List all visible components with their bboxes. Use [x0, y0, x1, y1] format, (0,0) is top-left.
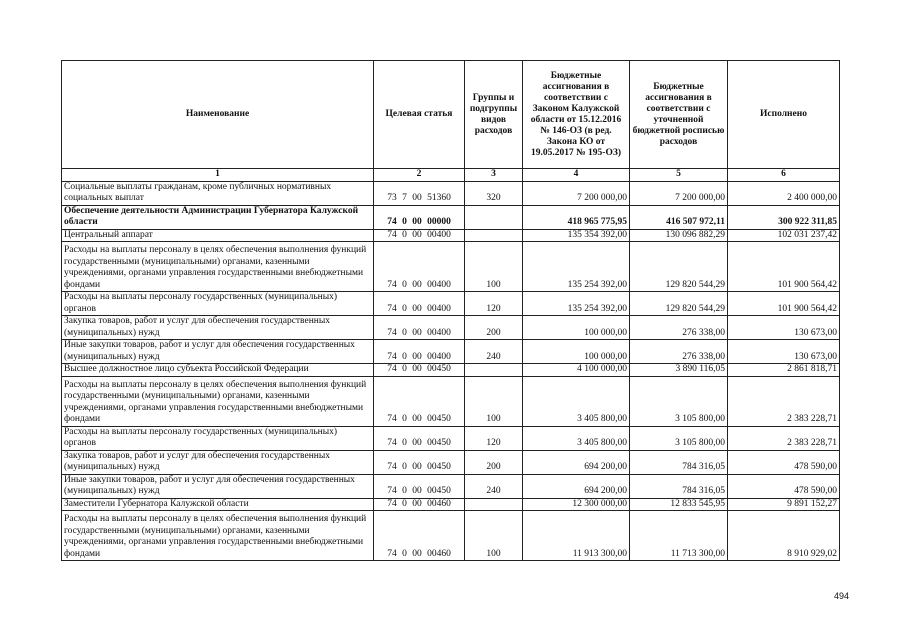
row-code-cell: 74 0 00 00400	[374, 229, 465, 242]
row-code-cell: 74 0 00 00000	[374, 205, 465, 229]
row-code-cell: 74 0 00 00460	[374, 498, 465, 511]
table-row	[62, 474, 840, 498]
row-code-cell: 74 0 00 00400	[374, 316, 465, 340]
row-law-amount-cell: 3 405 800,00	[523, 376, 630, 426]
table-row	[62, 229, 840, 242]
row-executed-amount-cell: 2 400 000,00	[728, 181, 840, 205]
row-name-cell: Расходы на выплаты персоналу в целях обеспечения выполнения функций государственными (муниципальными) органами, казенными учреждениями, органами управления государственными внебюджетными фондами	[62, 376, 374, 426]
row-refined-amount-cell: 3 105 800,00	[630, 376, 728, 426]
row-group-cell: 240	[465, 340, 523, 364]
table-row	[62, 498, 840, 511]
row-refined-amount-cell: 12 833 545,95	[630, 498, 728, 511]
table-row	[62, 292, 840, 316]
row-refined-amount-cell: 11 713 300,00	[630, 511, 728, 561]
row-name-cell: Расходы на выплаты персоналу в целях обеспечения выполнения функций государственными (муниципальными) органами, казенными учреждениями, органами управления государственными внебюджетными фондами	[62, 242, 374, 292]
row-refined-amount-cell: 3 890 116,05	[630, 364, 728, 377]
row-refined-amount-cell: 276 338,00	[630, 316, 728, 340]
row-law-amount-cell: 100 000,00	[523, 316, 630, 340]
row-group-cell	[465, 364, 523, 377]
row-law-amount-cell: 12 300 000,00	[523, 498, 630, 511]
table-row	[62, 340, 840, 364]
page-number: 494	[833, 591, 849, 601]
row-law-amount-cell: 3 405 800,00	[523, 426, 630, 450]
header-target: Целевая статья	[374, 61, 465, 169]
row-executed-amount-cell: 102 031 237,42	[728, 229, 840, 242]
table-row	[62, 316, 840, 340]
row-group-cell: 100	[465, 511, 523, 561]
row-executed-amount-cell: 130 673,00	[728, 340, 840, 364]
header-refined: Бюджетные ассигнования в соответствии с уточненной бюджетной росписью расходов	[630, 61, 728, 169]
table-row	[62, 511, 840, 561]
row-name-cell: Закупка товаров, работ и услуг для обеспечения государственных (муниципальных) нужд	[62, 316, 374, 340]
row-refined-amount-cell: 276 338,00	[630, 340, 728, 364]
column-number: 1	[62, 169, 374, 182]
column-number: 6	[728, 169, 840, 182]
row-group-cell: 120	[465, 292, 523, 316]
budget-table	[61, 60, 840, 561]
row-name-cell: Расходы на выплаты персоналу в целях обеспечения выполнения функций государственными (муниципальными) органами, казенными учреждениями, органами управления государственными внебюджетными фондами	[62, 511, 374, 561]
row-code-cell: 74 0 00 00450	[374, 376, 465, 426]
row-code-cell: 74 0 00 00450	[374, 426, 465, 450]
row-name-cell: Центральный аппарат	[62, 229, 374, 242]
row-code-cell: 74 0 00 00400	[374, 340, 465, 364]
row-group-cell: 240	[465, 474, 523, 498]
row-refined-amount-cell: 130 096 882,29	[630, 229, 728, 242]
row-group-cell	[465, 205, 523, 229]
row-law-amount-cell: 418 965 775,95	[523, 205, 630, 229]
row-executed-amount-cell: 130 673,00	[728, 316, 840, 340]
row-executed-amount-cell: 478 590,00	[728, 474, 840, 498]
row-code-cell: 74 0 00 00450	[374, 474, 465, 498]
row-law-amount-cell: 4 100 000,00	[523, 364, 630, 377]
table-row	[62, 242, 840, 292]
row-group-cell: 120	[465, 426, 523, 450]
table-row	[62, 426, 840, 450]
header-groups: Группы и подгруппы видов расходов	[465, 61, 523, 169]
row-name-cell: Закупка товаров, работ и услуг для обеспечения государственных (муниципальных) нужд	[62, 450, 374, 474]
row-name-cell: Иные закупки товаров, работ и услуг для обеспечения государственных (муниципальных) нужд	[62, 340, 374, 364]
row-law-amount-cell: 135 254 392,00	[523, 242, 630, 292]
table-row	[62, 205, 840, 229]
row-executed-amount-cell: 9 891 152,27	[728, 498, 840, 511]
row-group-cell: 200	[465, 450, 523, 474]
row-name-cell: Высшее должностное лицо субъекта Российской Федерации	[62, 364, 374, 377]
row-code-cell: 74 0 00 00400	[374, 292, 465, 316]
row-refined-amount-cell: 784 316,05	[630, 450, 728, 474]
row-refined-amount-cell: 129 820 544,29	[630, 242, 728, 292]
row-executed-amount-cell: 300 922 311,85	[728, 205, 840, 229]
row-law-amount-cell: 7 200 000,00	[523, 181, 630, 205]
table-row	[62, 450, 840, 474]
table-row	[62, 364, 840, 377]
row-name-cell: Расходы на выплаты персоналу государственных (муниципальных) органов	[62, 292, 374, 316]
row-group-cell: 100	[465, 376, 523, 426]
row-law-amount-cell: 694 200,00	[523, 450, 630, 474]
row-name-cell: Иные закупки товаров, работ и услуг для обеспечения государственных (муниципальных) нужд	[62, 474, 374, 498]
column-number: 3	[465, 169, 523, 182]
row-executed-amount-cell: 101 900 564,42	[728, 292, 840, 316]
row-refined-amount-cell: 784 316,05	[630, 474, 728, 498]
row-refined-amount-cell: 3 105 800,00	[630, 426, 728, 450]
row-code-cell: 74 0 00 00460	[374, 511, 465, 561]
table-row	[62, 376, 840, 426]
row-law-amount-cell: 135 354 392,00	[523, 229, 630, 242]
row-executed-amount-cell: 2 383 228,71	[728, 426, 840, 450]
row-name-cell: Обеспечение деятельности Администрации Губернатора Калужской области	[62, 205, 374, 229]
row-refined-amount-cell: 129 820 544,29	[630, 292, 728, 316]
row-name-cell: Заместители Губернатора Калужской области	[62, 498, 374, 511]
row-law-amount-cell: 135 254 392,00	[523, 292, 630, 316]
column-number: 4	[523, 169, 630, 182]
row-name-cell: Социальные выплаты гражданам, кроме публичных нормативных социальных выплат	[62, 181, 374, 205]
row-law-amount-cell: 694 200,00	[523, 474, 630, 498]
row-code-cell: 74 0 00 00450	[374, 364, 465, 377]
column-numbers-row	[62, 169, 840, 182]
row-code-cell: 74 0 00 00450	[374, 450, 465, 474]
header-executed: Исполнено	[728, 61, 840, 169]
row-executed-amount-cell: 2 383 228,71	[728, 376, 840, 426]
row-law-amount-cell: 100 000,00	[523, 340, 630, 364]
row-group-cell: 200	[465, 316, 523, 340]
row-refined-amount-cell: 416 507 972,11	[630, 205, 728, 229]
header-law: Бюджетные ассигнования в соответствии с Законом Калужской области от 15.12.2016 № 146-ОЗ (в ред. Закона КО от 19.05.2017 № 195-ОЗ)	[523, 61, 630, 169]
column-number: 5	[630, 169, 728, 182]
row-law-amount-cell: 11 913 300,00	[523, 511, 630, 561]
row-group-cell	[465, 229, 523, 242]
column-number: 2	[374, 169, 465, 182]
table-row	[62, 181, 840, 205]
row-name-cell: Расходы на выплаты персоналу государственных (муниципальных) органов	[62, 426, 374, 450]
row-refined-amount-cell: 7 200 000,00	[630, 181, 728, 205]
row-executed-amount-cell: 101 900 564,42	[728, 242, 840, 292]
row-executed-amount-cell: 8 910 929,02	[728, 511, 840, 561]
row-code-cell: 73 7 00 51360	[374, 181, 465, 205]
row-group-cell	[465, 498, 523, 511]
row-executed-amount-cell: 2 861 818,71	[728, 364, 840, 377]
row-executed-amount-cell: 478 590,00	[728, 450, 840, 474]
row-group-cell: 100	[465, 242, 523, 292]
header-name: Наименование	[62, 61, 374, 169]
row-group-cell: 320	[465, 181, 523, 205]
row-code-cell: 74 0 00 00400	[374, 242, 465, 292]
